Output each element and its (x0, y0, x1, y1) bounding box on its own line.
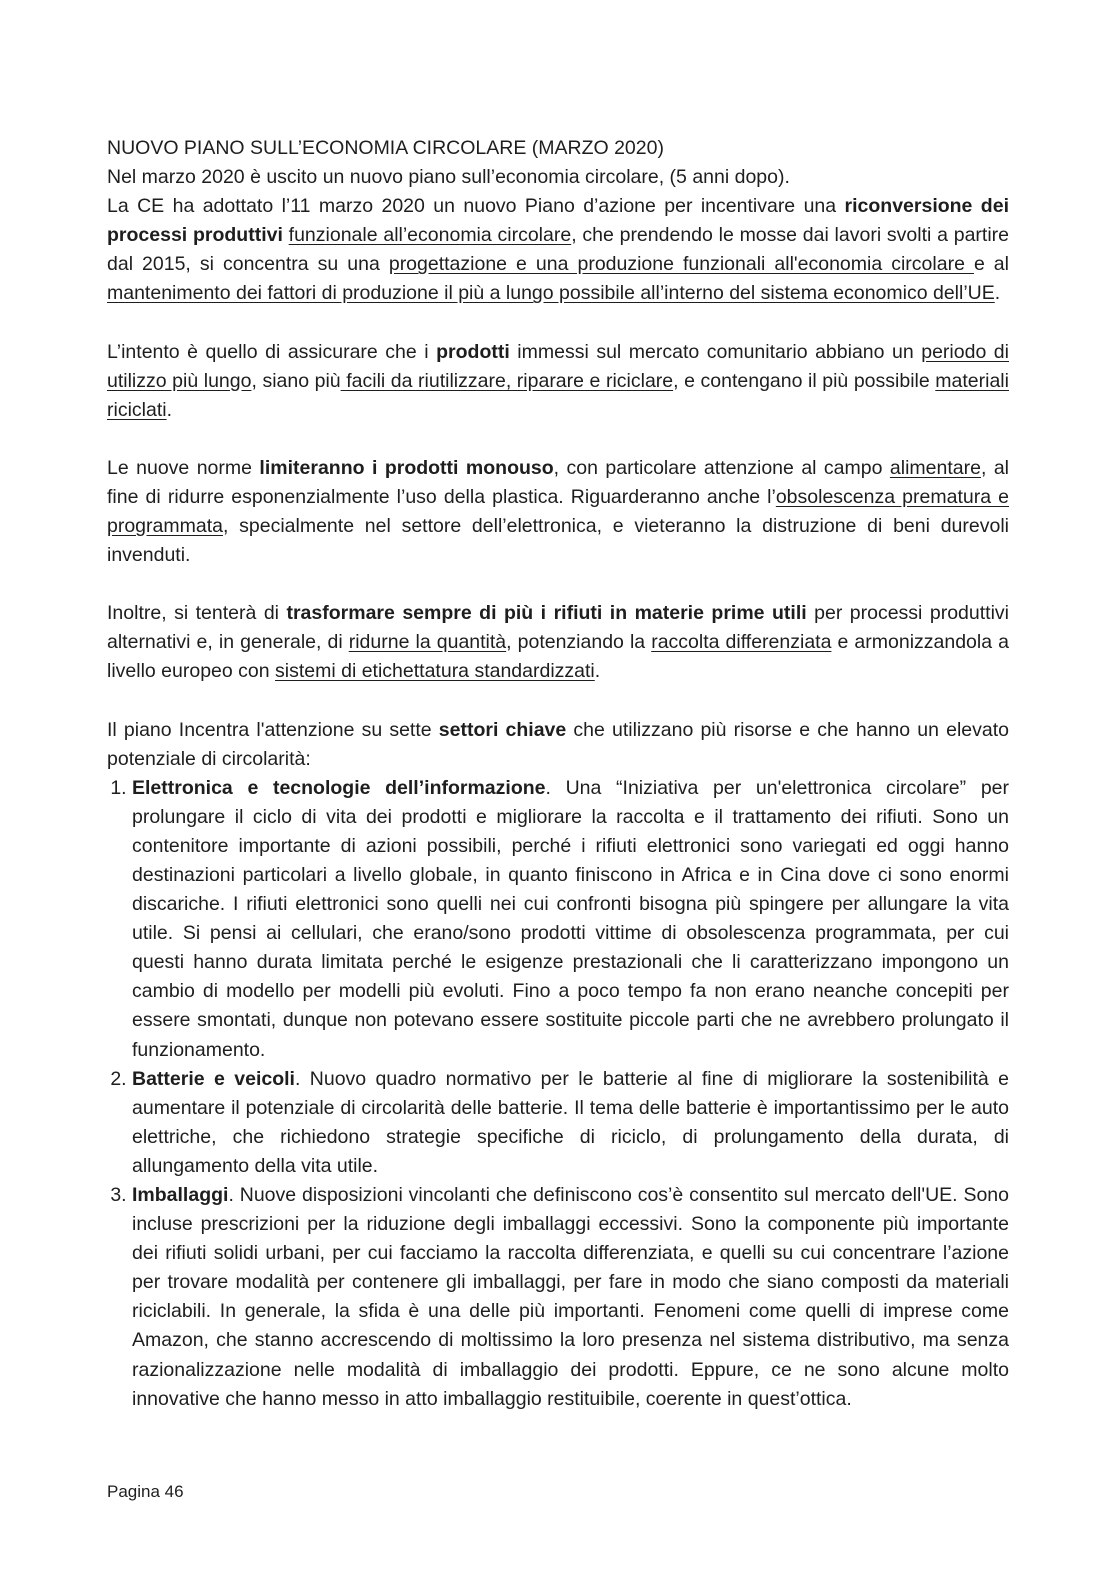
underlined-phrase: progettazione e una produzione funzionali all'economia circolare (388, 253, 974, 276)
text-run: Il piano Incentra l'attenzione su sette (107, 718, 439, 741)
paragraph-single-use (107, 454, 1009, 570)
text-run: L’intento è quello di assicurare che i (107, 340, 437, 363)
list-item (132, 774, 1009, 1065)
list-item (132, 1065, 1009, 1181)
paragraph-key-sectors (107, 716, 1009, 774)
bold-phrase: limiteranno i prodotti monouso (259, 456, 554, 479)
sector-description: . Una “Iniziativa per un'elettronica circolare” per prolungare il ciclo di vita dei prodotti e migliorare la raccolta e il trattamento dei rifiuti. Sono un contenitore importante di azioni possibili, perché i rifiuti elettronici sono variegati ed oggi hanno destinazioni particolari a livello globale, in quanto finiscono in Africa e in Cina dove ci sono enormi discariche. I rifiuti elettronici sono quelli nei cui confronti bisogna più spingere per allungare la vita utile. Si pensi ai cellulari, che erano/sono prodotti vittime di obsolescenza programmata, per cui questi hanno durata limitata perché le esigenze prestazionali che li caratterizzano impongono un cambio di modello per modelli più evoluti. Fino a poco tempo fa non erano neanche concepiti per essere smontati, dunque non potevano essere sostituite piccole parti che ne avrebbero prolungato il funzionamento. (132, 776, 1009, 1061)
underlined-phrase: periodo di utilizzo più lungo (107, 340, 1009, 392)
paragraph-products (107, 338, 1009, 425)
paragraph-action-plan (107, 192, 1009, 308)
underlined-phrase: sistemi di etichettatura standardizzati (275, 660, 595, 683)
underlined-phrase: mantenimento dei fattori di produzione il più a lungo possibile all’interno del sistema economico dell’UE (107, 282, 995, 305)
section-heading: NUOVO PIANO SULL’ECONOMIA CIRCOLARE (MARZO 2020) (107, 137, 664, 159)
underlined-phrase: facili da riutilizzare, riparare e riciclare (340, 369, 674, 392)
underlined-phrase: obsolescenza prematura e programmata (107, 485, 1010, 538)
text-run: . (594, 660, 601, 683)
sector-description: . Nuove disposizioni vincolanti che definiscono cos’è consentito sul mercato dell'UE. Sono incluse prescrizioni per la riduzione degli imballaggi eccessivi. Sono la componente più importante dei rifiuti solidi urbani, per cui facciamo la raccolta differenziata, e quelli su cui concentrare l’azione per trovare modalità per contenere gli imballaggi, per fare in modo che siano composti da materiali riciclabili. In generale, la sfida è una delle più importanti. Fenomeni come quelli di imprese come Amazon, che stanno accrescendo di moltissimo la loro presenza nel sistema distributivo, ma senza razionalizzazione nelle modalità di imballaggio dei prodotti. Eppure, ce ne sono alcune molto innovative che hanno messo in atto imballaggio restituibile, coerente in quest’ottica. (132, 1184, 1009, 1410)
text-run: , con particolare attenzione al campo (553, 456, 890, 479)
bold-phrase: settori chiave (438, 718, 567, 741)
text-run: e al (973, 253, 1009, 276)
page-content (107, 134, 1009, 1414)
text-run: , specialmente nel settore dell’elettronica, e vieteranno la distruzione di beni durevoli invenduti. (107, 515, 1009, 567)
text-run: , che prendendo le mosse dai lavori svolti a partire dal 2015, si concentra su una (107, 224, 1010, 276)
text-run: Inoltre, si tenterà di (107, 602, 287, 625)
text-run: La CE ha adottato l’11 marzo 2020 un nuovo Piano d’azione per incentivare una (107, 195, 845, 218)
text-run: immessi sul mercato comunitario abbiano un (509, 340, 922, 363)
text-run: . (994, 282, 1001, 305)
underlined-phrase: ridurne la quantità (348, 631, 507, 654)
key-sectors-list (107, 774, 1009, 1414)
underlined-phrase: raccolta differenziata (651, 631, 832, 654)
page-number: Pagina 46 (107, 1482, 184, 1501)
bold-phrase: riconversione dei processi produttivi (107, 195, 1009, 247)
text-run: Le nuove norme (107, 456, 260, 479)
text-run: , siano più (251, 369, 341, 392)
text-run: e armonizzandola a livello europeo con (107, 631, 1009, 683)
sector-description: . Nuovo quadro normativo per le batterie al fine di migliorare la sostenibilità e aumentare il potenziale di circolarità delle batterie. Il tema delle batterie è importantissimo per le auto elettriche, che richiedono strategie specifiche di riciclo, di prolungamento della durata, di allungamento della vita utile. (132, 1067, 1009, 1177)
text-run: . (166, 398, 173, 421)
paragraph-waste (107, 599, 1009, 686)
text-run: , al fine di ridurre esponenzialmente l’uso della plastica. Riguarderanno anche l’ (107, 456, 1009, 508)
intro-line: Nel marzo 2020 è uscito un nuovo piano sull’economia circolare, (5 anni dopo). (107, 166, 790, 189)
sector-name: Elettronica e tecnologie dell’informazione (132, 776, 546, 799)
text-run: che utilizzano più risorse e che hanno un elevato potenziale di circolarità: (107, 718, 1009, 770)
bold-phrase: trasformare sempre di più i rifiuti in materie prime utili (286, 602, 807, 625)
sector-name: Imballaggi (132, 1184, 229, 1206)
sector-name: Batterie e veicoli (132, 1067, 295, 1090)
underlined-phrase: alimentare (889, 456, 981, 479)
text-run: , potenziando la (506, 631, 652, 654)
text-run: , e contengano il più possibile (673, 369, 936, 392)
underlined-phrase: funzionale all’economia circolare (288, 224, 572, 247)
bold-phrase: prodotti (436, 340, 510, 363)
list-item (132, 1181, 1009, 1414)
text-run: per processi produttivi alternativi e, in generale, di (107, 602, 1009, 654)
underlined-phrase: materiali riciclati (107, 369, 1009, 421)
